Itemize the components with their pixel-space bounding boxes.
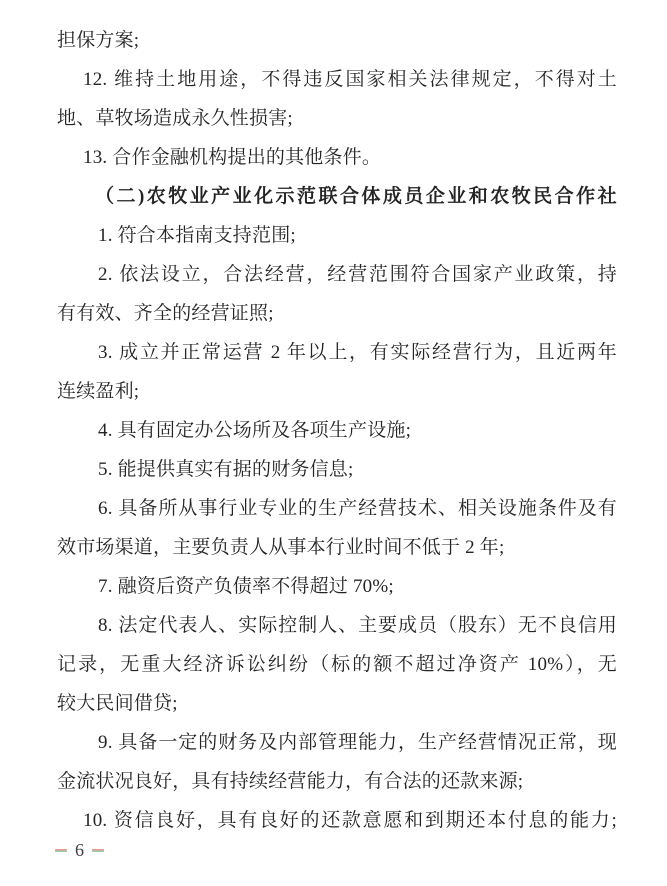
body-text-line: 2. 依法设立，合法经营，经营范围符合国家产业政策，持 bbox=[98, 264, 617, 285]
section-heading-line: （二)农牧业产业化示范联合体成员企业和农牧民合作社 bbox=[95, 186, 617, 207]
body-text-line: 较大民间借贷; bbox=[57, 693, 178, 714]
footer-dash-left bbox=[55, 849, 67, 852]
body-text-line: 3. 成立并正常运营 2 年以上，有实际经营行为，且近两年 bbox=[98, 342, 617, 363]
document-body bbox=[57, 21, 617, 840]
body-text-line: 1. 符合本指南支持范围; bbox=[98, 225, 296, 246]
body-text-line: 9. 具备一定的财务及内部管理能力，生产经营情况正常，现 bbox=[98, 732, 617, 753]
body-text-line: 记录，无重大经济诉讼纠纷（标的额不超过净资产 10%），无 bbox=[57, 654, 617, 675]
body-text-line: 6. 具备所从事行业专业的生产经营技术、相关设施条件及有 bbox=[98, 498, 617, 519]
body-text-line: 连续盈利; bbox=[57, 381, 140, 402]
body-text-line: 12. 维持土地用途，不得违反国家相关法律规定，不得对土 bbox=[83, 69, 617, 90]
body-text-line: 有有效、齐全的经营证照; bbox=[57, 303, 274, 324]
body-text-line: 10. 资信良好，具有良好的还款意愿和到期还本付息的能力; bbox=[83, 810, 617, 831]
body-text-line: 担保方案; bbox=[57, 30, 140, 51]
body-text-line: 4. 具有固定办公场所及各项生产设施; bbox=[98, 420, 412, 441]
page-number: 6 bbox=[75, 840, 84, 860]
body-text-line: 5. 能提供真实有据的财务信息; bbox=[98, 459, 354, 480]
body-text-line: 8. 法定代表人、实际控制人、主要成员（股东）无不良信用 bbox=[98, 615, 617, 636]
body-text-line: 7. 融资后资产负债率不得超过 70%; bbox=[98, 576, 394, 597]
body-text-line: 地、草牧场造成永久性损害; bbox=[57, 108, 293, 129]
body-text-line: 13. 合作金融机构提出的其他条件。 bbox=[83, 147, 382, 168]
footer-dash-right bbox=[92, 849, 104, 852]
body-text-line: 效市场渠道，主要负责人从事本行业时间不低于 2 年; bbox=[57, 537, 505, 558]
page-footer bbox=[55, 836, 104, 864]
body-text-line: 金流状况良好，具有持续经营能力，有合法的还款来源; bbox=[57, 771, 524, 792]
